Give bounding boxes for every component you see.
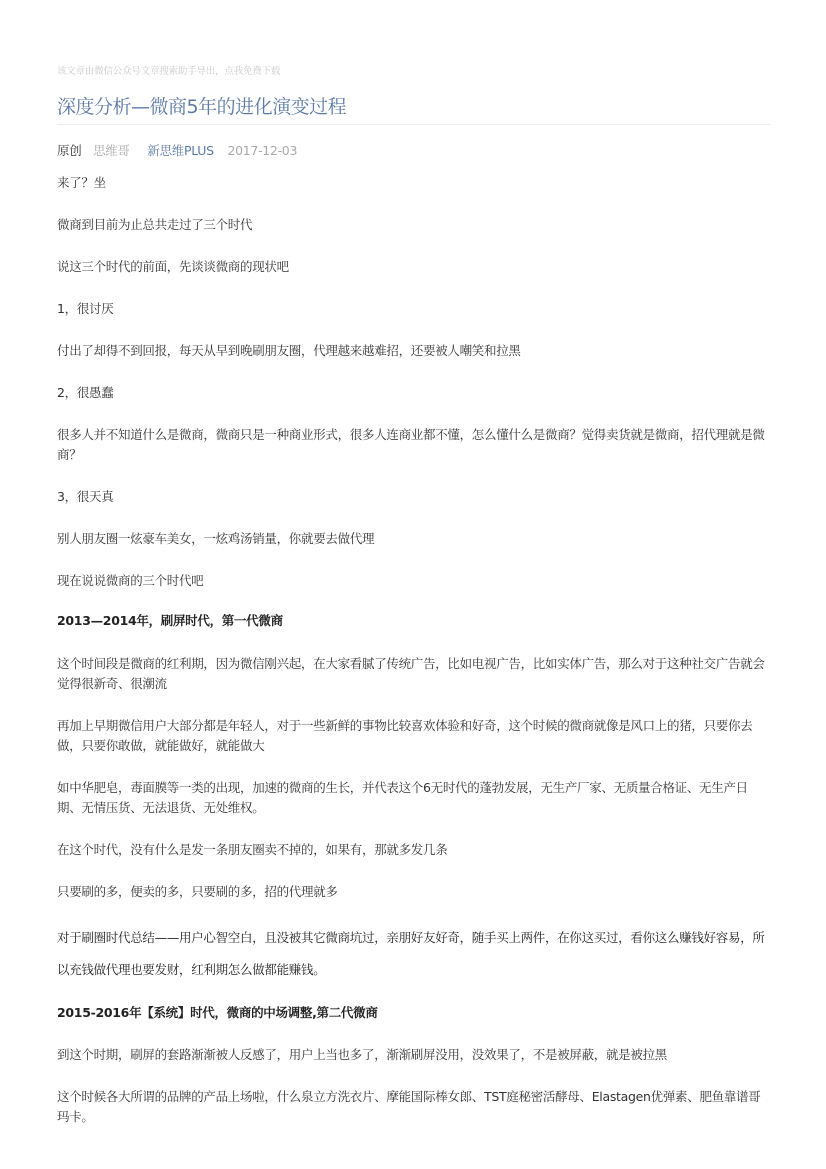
- paragraph: 现在说说微商的三个时代吧: [57, 573, 204, 588]
- original-badge: 原创: [57, 143, 82, 158]
- paragraph: 只要刷的多，便卖的多，只要刷的多，招的代理就多: [57, 884, 338, 899]
- paragraph: 到这个时期，刷屏的套路渐渐被人反感了，用户上当也多了，渐渐刷屏没用，没效果了，不是被屏蔽，就是被拉黑: [57, 1047, 668, 1062]
- title-divider: [57, 124, 770, 125]
- section-heading: 2015-2016年【系统】时代，微商的中场调整,第二代微商: [57, 1005, 378, 1020]
- article-title: 深度分析—微商5年的进化演变过程: [57, 96, 347, 118]
- summary-paragraph: 对于刷圈时代总结——用户心智空白，且没被其它微商坑过，亲朋好友好奇，随手买上两件，在你这买过，看你这么赚钱好容易，所以充钱做代理也要发财，红利期怎么做都能赚钱。: [57, 930, 765, 977]
- paragraph: 这个时间段是微商的红利期，因为微信刚兴起，在大家看腻了传统广告，比如电视广告，比如实体广告，那么对于这种社交广告就会觉得很新奇、很潮流: [57, 656, 765, 691]
- paragraph: 很多人并不知道什么是微商，微商只是一种商业形式，很多人连商业都不懂，怎么懂什么是微商？觉得卖货就是微商，招代理就是微商？: [57, 427, 765, 462]
- publish-date: 2017-12-03: [227, 143, 298, 158]
- paragraph: 如中华肥皂，毒面膜等一类的出现，加速的微商的生长，并代表这个6无时代的蓬勃发展，无生产厂家、无质量合格证、无生产日期、无情压货、无法退货、无处维权。: [57, 780, 748, 815]
- section-heading: 2013—2014年，刷屏时代，第一代微商: [57, 613, 283, 628]
- paragraph: 1，很讨厌: [57, 301, 114, 316]
- account-link[interactable]: 新思维PLUS: [147, 143, 214, 158]
- paragraph: 2，很愚蠢: [57, 385, 114, 400]
- paragraph: 这个时候各大所谓的品牌的产品上场啦，什么泉立方洗衣片、摩能国际棒女郎、TST庭秘密活酵母、Elastagen优弹素、肥鱼靠谱哥玛卡。: [57, 1089, 761, 1124]
- author-name: 思维哥: [93, 143, 130, 158]
- paragraph: 在这个时代，没有什么是发一条朋友圈卖不掉的，如果有，那就多发几条: [57, 842, 448, 857]
- paragraph: 再加上早期微信用户大部分都是年轻人，对于一些新鲜的事物比较喜欢体验和好奇，这个时候的微商就像是风口上的猪，只要你去做，只要你敢做，就能做好，就能做大: [57, 718, 753, 753]
- paragraph: 微商到目前为止总共走过了三个时代: [57, 217, 253, 232]
- paragraph: 来了？坐: [57, 175, 106, 190]
- paragraph: 别人朋友圈一炫豪车美女，一炫鸡汤销量，你就要去做代理: [57, 531, 375, 546]
- export-note-link[interactable]: 该文章由微信公众号文章搜索助手导出，点我免费下载: [57, 66, 281, 77]
- article-meta: [57, 141, 305, 159]
- paragraph: 3，很天真: [57, 489, 114, 504]
- paragraph: 付出了却得不到回报，每天从早到晚刷朋友圈，代理越来越难招，还要被人嘲笑和拉黑: [57, 343, 521, 358]
- paragraph: 说这三个时代的前面，先谈谈微商的现状吧: [57, 259, 289, 274]
